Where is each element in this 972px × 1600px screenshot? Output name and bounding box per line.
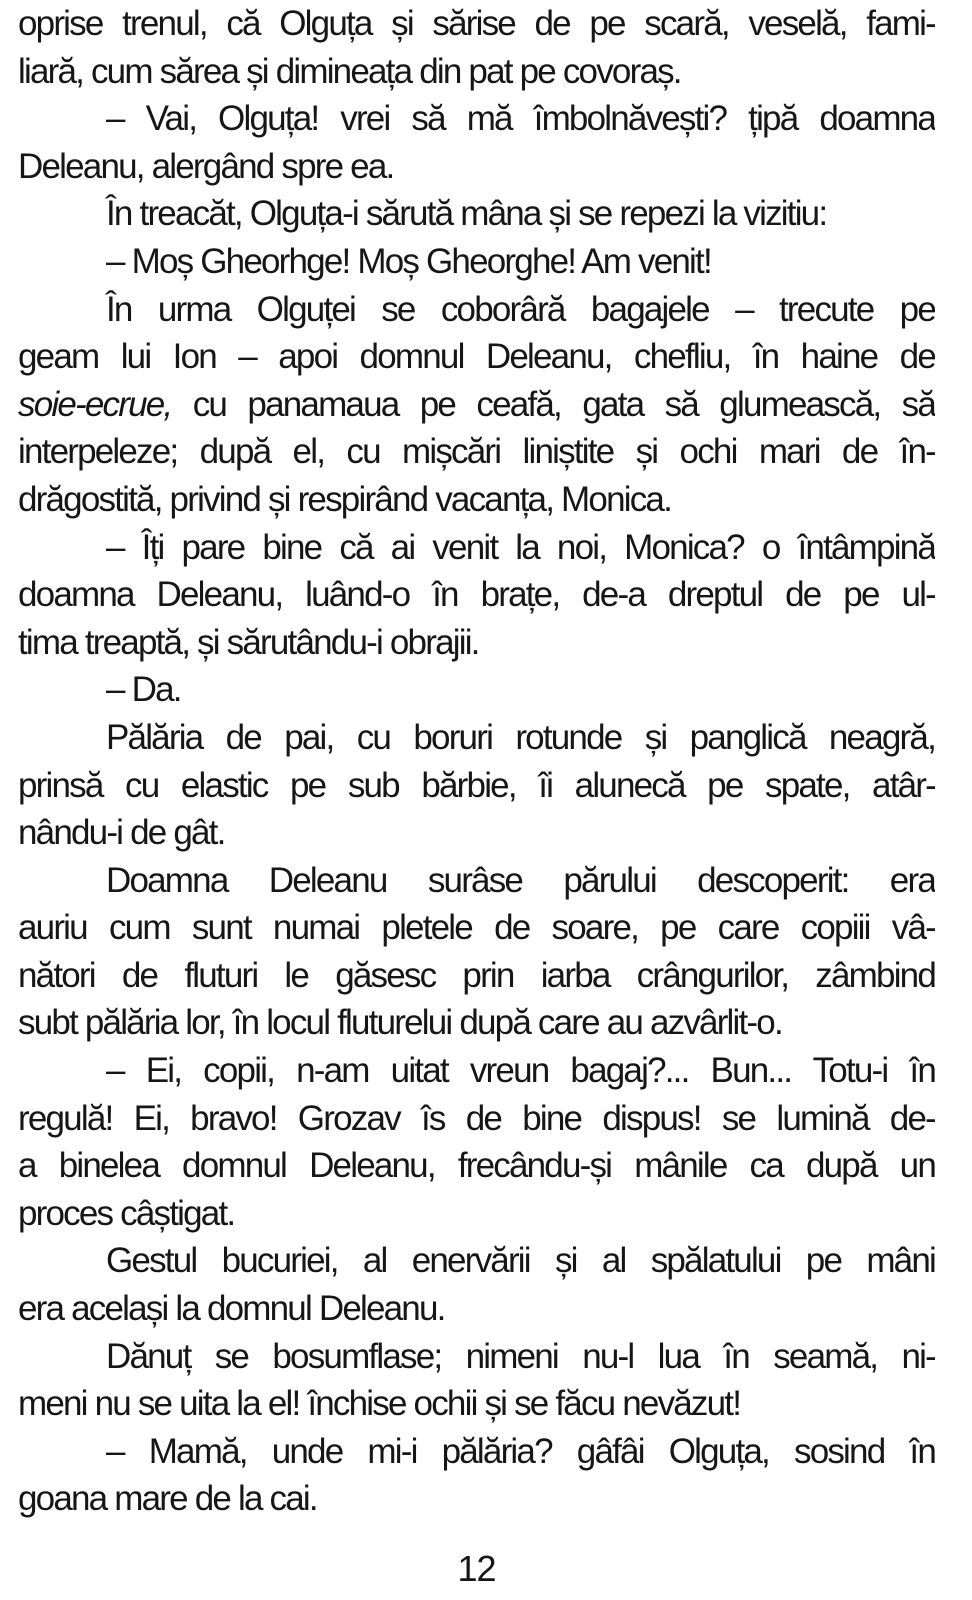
paragraph bbox=[18, 1333, 935, 1428]
paragraph bbox=[18, 857, 935, 1047]
paragraph bbox=[18, 0, 935, 95]
text-line: – Îți pare bine că ai venit la noi, Monica? o întâmpină bbox=[106, 527, 935, 567]
text-line: În urma Olguței se coborâră bagajele – trecute pe bbox=[106, 289, 935, 329]
paragraph bbox=[18, 1047, 935, 1237]
text-line: meni nu se uita la el! închise ochii și se făcu nevăzut! bbox=[18, 1384, 741, 1424]
text-line: auriu cum sunt numai pletele de soare, pe care copiii vâ- bbox=[18, 908, 935, 948]
paragraph bbox=[18, 1428, 935, 1523]
text-line: Pălăria de pai, cu boruri rotunde și panglică neagră, bbox=[106, 717, 935, 757]
text-line: – Vai, Olguța! vrei să mă îmbolnăvești? țipă doamna bbox=[106, 99, 935, 139]
text-line: tima treaptă, și sărutându-i obrajii. bbox=[18, 622, 479, 662]
text-segment: cu panamaua pe ceafă, gata să glumească, să bbox=[171, 384, 935, 424]
page-footer bbox=[18, 1549, 935, 1589]
text-line: a binelea domnul Deleanu, frecându-și mânile ca după un bbox=[18, 1146, 935, 1186]
text-block bbox=[18, 0, 935, 1523]
text-line: – Moș Gheorhge! Moș Gheorghe! Am venit! bbox=[106, 241, 711, 281]
text-line: Gestul bucuriei, al enervării și al spălatului pe mâni bbox=[106, 1241, 935, 1281]
text-line: nându-i de gât. bbox=[18, 813, 225, 853]
text-line: regulă! Ei, bravo! Grozav îs de bine dispus! se lumină de- bbox=[18, 1098, 935, 1138]
text-line: În treacăt, Olguța-i sărută mâna și se repezi la vizitiu: bbox=[106, 194, 827, 234]
paragraph bbox=[18, 95, 935, 190]
text-line: nători de fluturi le găsesc prin iarba crângurilor, zâmbind bbox=[18, 955, 935, 995]
text-line: Deleanu, alergând spre ea. bbox=[18, 146, 394, 186]
text-line: era același la domnul Deleanu. bbox=[18, 1289, 445, 1329]
paragraph bbox=[18, 1237, 935, 1332]
text-line: drăgostită, privind și respirând vacanța, Monica. bbox=[18, 479, 672, 519]
text-line: – Ei, copii, n-am uitat vreun bagaj?... Bun... Totu-i în bbox=[106, 1051, 935, 1091]
text-line: goana mare de la cai. bbox=[18, 1479, 317, 1519]
text-line: Dănuț se bosumflase; nimeni nu-l lua în seamă, ni- bbox=[106, 1336, 935, 1376]
text-line: prinsă cu elastic pe sub bărbie, îi alunecă pe spate, atâr- bbox=[18, 765, 935, 805]
paragraph bbox=[18, 190, 935, 238]
paragraph bbox=[18, 238, 935, 286]
paragraph bbox=[18, 286, 935, 524]
paragraph bbox=[18, 666, 935, 714]
italic-text: soie-ecrue, bbox=[18, 384, 172, 424]
text-line: geam lui Ion – apoi domnul Deleanu, chefliu, în haine de bbox=[18, 337, 935, 377]
paragraph bbox=[18, 714, 935, 857]
text-line bbox=[18, 381, 935, 429]
text-line: – Mamă, unde mi-i pălăria? gâfâi Olguța, sosind în bbox=[106, 1431, 935, 1471]
text-line: interpeleze; după el, cu mișcări liniștite și ochi mari de în- bbox=[18, 432, 935, 472]
text-line: doamna Deleanu, luând-o în brațe, de-a dreptul de pe ul- bbox=[18, 575, 935, 615]
text-line: Doamna Deleanu surâse părului descoperit: era bbox=[106, 860, 935, 900]
text-line: – Da. bbox=[106, 670, 181, 710]
text-line: proces câștigat. bbox=[18, 1193, 235, 1233]
text-line: oprise trenul, că Olguța și sărise de pe scară, veselă, fami- bbox=[18, 4, 935, 43]
paragraph bbox=[18, 524, 935, 667]
text-line: subt pălăria lor, în locul fluturelui după care au azvârlit-o. bbox=[18, 1003, 782, 1043]
text-line: liară, cum sărea și dimineața din pat pe covoraș. bbox=[18, 51, 681, 91]
page-number: 12 bbox=[457, 1548, 496, 1589]
